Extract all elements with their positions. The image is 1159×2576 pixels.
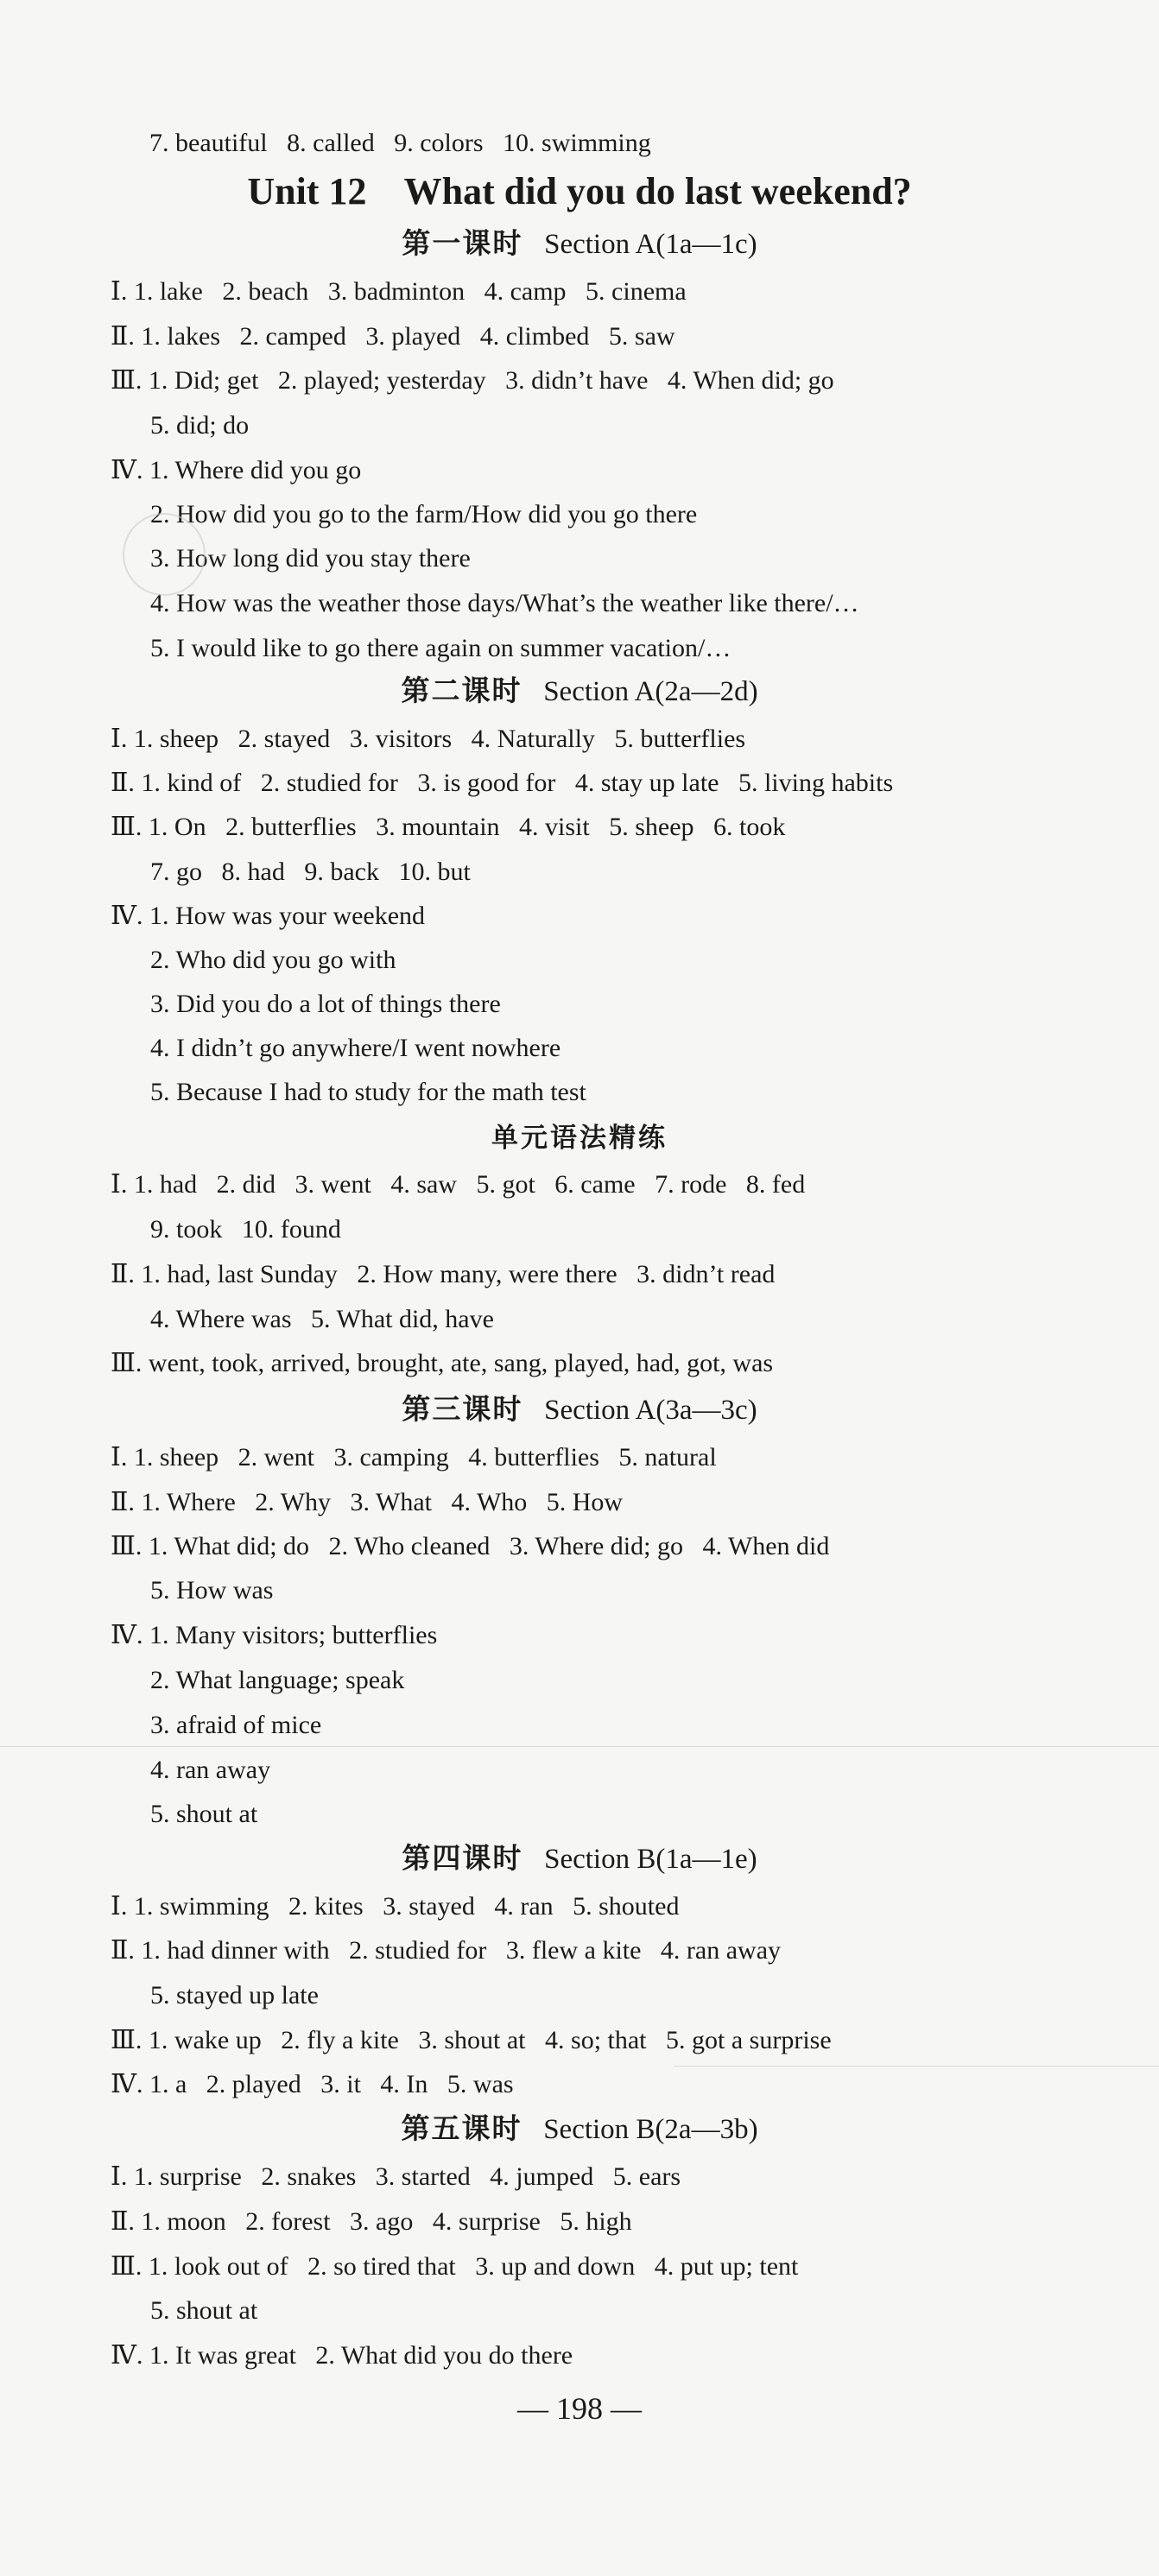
answer-line: 5. I would like to go there again on summer vacation/… bbox=[150, 634, 732, 662]
answer-line: 5. Because I had to study for the math test bbox=[150, 1078, 586, 1106]
answer-line: Ⅲ. 1. wake up 2. fly a kite 3. shout at 4. so; that 5. got a surprise bbox=[111, 2026, 832, 2054]
answer-line: 5. stayed up late bbox=[150, 1981, 319, 2010]
answer-line: Ⅳ. 1. Where did you go bbox=[111, 456, 362, 484]
answer-line: 3. How long did you stay there bbox=[150, 544, 471, 573]
section-heading-cn: 第四课时 bbox=[402, 1841, 523, 1875]
answer-line: Ⅰ. 1. lake 2. beach 3. badminton 4. camp 5. cinema bbox=[111, 277, 687, 306]
section-heading-4 bbox=[0, 1841, 1159, 1877]
section-heading-2 bbox=[0, 674, 1159, 709]
answer-line: 5. did; do bbox=[150, 411, 250, 440]
answer-line: Ⅲ. went, took, arrived, brought, ate, sang, played, had, got, was bbox=[111, 1349, 774, 1377]
section-heading-en: Section B(1a—1e) bbox=[544, 1844, 757, 1875]
answer-line: 4. How was the weather those days/What’s the weather like there/… bbox=[150, 589, 859, 617]
answer-line: Ⅱ. 1. had dinner with 2. studied for 3. flew a kite 4. ran away bbox=[111, 1936, 782, 1965]
answer-line: Ⅲ. 1. look out of 2. so tired that 3. up and down 4. put up; tent bbox=[111, 2252, 799, 2281]
answer-line: Ⅲ. 1. What did; do 2. Who cleaned 3. Where did; go 4. When did bbox=[111, 1532, 830, 1560]
answer-line: Ⅱ. 1. had, last Sunday 2. How many, were there 3. didn’t read bbox=[111, 1260, 776, 1288]
answer-line: 2. What language; speak bbox=[150, 1666, 405, 1694]
section-heading-3 bbox=[0, 1392, 1159, 1427]
section-heading-en: Section B(2a—3b) bbox=[543, 2114, 758, 2145]
unit-title: Unit 12 What did you do last weekend? bbox=[247, 170, 912, 212]
answer-line: Ⅰ. 1. sheep 2. stayed 3. visitors 4. Naturally 5. butterflies bbox=[111, 725, 746, 753]
answer-line: Ⅰ. 1. sheep 2. went 3. camping 4. butterflies 5. natural bbox=[111, 1443, 717, 1472]
answer-line: Ⅳ. 1. It was great 2. What did you do there bbox=[111, 2341, 573, 2370]
answer-line: 4. ran away bbox=[150, 1756, 271, 1784]
answer-line: 2. Who did you go with bbox=[150, 946, 396, 974]
answer-line: 4. Where was 5. What did, have bbox=[150, 1305, 494, 1333]
section-heading-en: Section A(3a—3c) bbox=[544, 1395, 757, 1426]
answer-line: Ⅱ. 1. moon 2. forest 3. ago 4. surprise 5. high bbox=[111, 2207, 632, 2236]
section-heading-en: Section A(2a—2d) bbox=[543, 676, 758, 707]
answer-line: Ⅱ. 1. Where 2. Why 3. What 4. Who 5. How bbox=[111, 1488, 624, 1516]
section-heading-5 bbox=[0, 2111, 1159, 2147]
answer-line: Ⅱ. 1. kind of 2. studied for 3. is good for 4. stay up late 5. living habits bbox=[111, 769, 894, 797]
answer-line: Ⅲ. 1. On 2. butterflies 3. mountain 4. visit 5. sheep 6. took bbox=[111, 813, 786, 841]
answer-line: Ⅳ. 1. Many visitors; butterflies bbox=[111, 1621, 438, 1649]
page-number: — 198 — bbox=[517, 2391, 642, 2426]
answer-line: 9. took 10. found bbox=[150, 1215, 341, 1244]
answer-line: Ⅱ. 1. lakes 2. camped 3. played 4. climbed 5. saw bbox=[111, 322, 675, 351]
section-heading-en: Section A(1a—1c) bbox=[544, 229, 757, 260]
answer-line: Ⅳ. 1. a 2. played 3. it 4. In 5. was bbox=[111, 2070, 514, 2098]
section-heading-cn: 第二课时 bbox=[401, 674, 522, 707]
answer-line: Ⅲ. 1. Did; get 2. played; yesterday 3. didn’t have 4. When did; go bbox=[111, 366, 834, 395]
answer-line: Ⅳ. 1. How was your weekend bbox=[111, 902, 426, 930]
answer-line: 2. How did you go to the farm/How did you go there bbox=[150, 500, 698, 528]
answer-line: Ⅰ. 1. surprise 2. snakes 3. started 4. jumped 5. ears bbox=[111, 2162, 681, 2191]
answer-line: 5. shout at bbox=[150, 2296, 258, 2325]
section-heading-1 bbox=[0, 226, 1159, 262]
section-heading-cn: 第三课时 bbox=[402, 1392, 523, 1426]
scan-line bbox=[0, 1746, 1159, 1747]
answer-line: 3. Did you do a lot of things there bbox=[150, 990, 501, 1018]
answer-line: 5. How was bbox=[150, 1576, 274, 1604]
section-heading-cn: 第一课时 bbox=[402, 226, 523, 260]
faint-stamp bbox=[123, 513, 206, 596]
section-heading-cn: 第五课时 bbox=[401, 2111, 522, 2145]
answer-line: 7. go 8. had 9. back 10. but bbox=[150, 858, 471, 886]
grammar-heading: 单元语法精练 bbox=[491, 1123, 668, 1154]
answer-line: 5. shout at bbox=[150, 1800, 258, 1828]
answer-line: 4. I didn’t go anywhere/I went nowhere bbox=[150, 1034, 561, 1062]
answer-line: 3. afraid of mice bbox=[150, 1711, 322, 1739]
answer-line: 7. beautiful 8. called 9. colors 10. swimming bbox=[149, 129, 651, 157]
answer-line: Ⅰ. 1. had 2. did 3. went 4. saw 5. got 6. came 7. rode 8. fed bbox=[111, 1170, 806, 1199]
answer-line: Ⅰ. 1. swimming 2. kites 3. stayed 4. ran 5. shouted bbox=[111, 1892, 680, 1921]
